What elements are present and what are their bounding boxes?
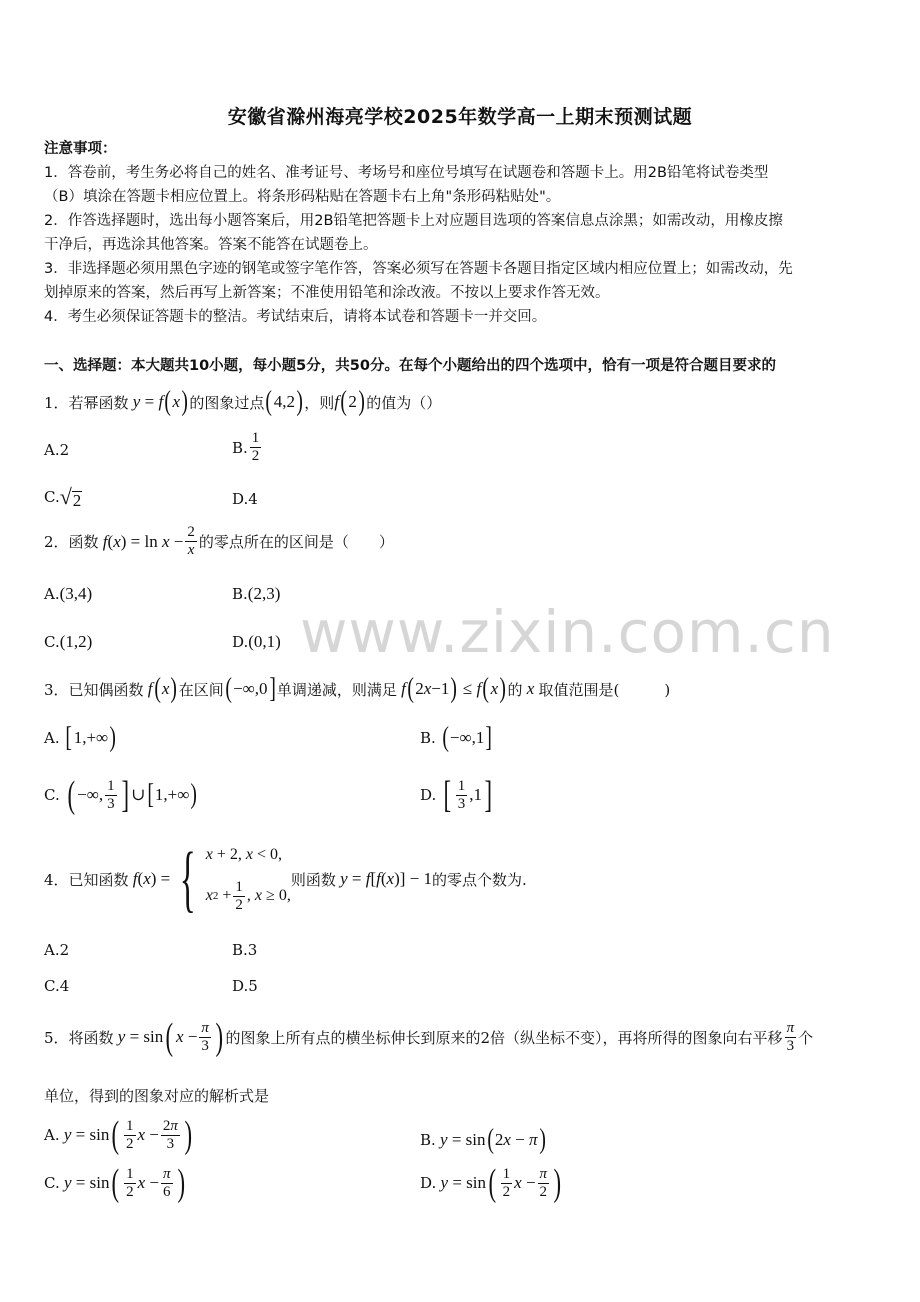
page-title: 安徽省滁州海亮学校2025年数学高一上期末预测试题	[227, 106, 693, 128]
notice-line-4: 干净后，再选涂其他答案。答案不能答在试题卷上。	[44, 237, 378, 253]
watermark: www.zixin.com.cn	[300, 598, 835, 666]
q1-option-a[interactable]: A.2	[44, 441, 70, 459]
q3-option-d[interactable]: D. [ $\frac{1}{3}$ ,1 ]	[420, 774, 493, 816]
notice-heading: 注意事项：	[44, 141, 117, 157]
question-1: 1．若幂函数 y = f ( x ) 的图象过点 ( 4,2 ) ，则 f ( 2 ) 的值为（）	[44, 386, 442, 417]
notice-line-5: 3．非选择题必须用黑色字迹的钢笔或签字笔作答，答案必须写在答题卡各题目指定区域内相应位置上；如需改动，先	[44, 261, 793, 277]
q1-option-d[interactable]: D.4	[232, 490, 258, 508]
notice-line-6: 划掉原来的答案，然后再写上新答案；不准使用铅笔和涂改液。不按以上要求作答无效。	[44, 285, 610, 301]
q5-option-d[interactable]: D. y = sin ( $\frac{1}{2}$ x − $\frac{\pi}{2}$ )	[420, 1162, 562, 1204]
q2-option-a[interactable]: A. (3,4)	[44, 584, 93, 603]
notice-line-7: 4．考生必须保证答题卡的整洁。考试结束后，请将本试卷和答题卡一并交回。	[44, 309, 547, 325]
q2-option-b[interactable]: B. (2,3)	[232, 584, 281, 603]
q4-option-c[interactable]: C.4	[44, 977, 70, 995]
section-heading: 一、选择题：本大题共10小题，每小题5分，共50分。在每个小题给出的四个选项中，恰有一项是符合题目要求的	[44, 358, 776, 374]
question-4: 4．已知函数 f ( x ) = { x + 2, x < 0, x 2 + $\frac{1}{2}$ , x ≥ 0, 则函数 y = f [ f ( x )] − 1 的零点个数为.	[44, 838, 527, 920]
q5-option-a[interactable]: A. y = sin ( $\frac{1}{2}$ x − $\frac{2\pi}{3}$ )	[44, 1114, 193, 1156]
q5-option-b[interactable]: B. y = sin ( 2 x − π )	[420, 1124, 546, 1155]
q2-option-d[interactable]: D. (0,1)	[232, 632, 281, 651]
question-5: 5．将函数 y = sin ( x − $\frac{\pi}{3}$ ) 的图象上所有点的横坐标伸长到原来的2倍（纵坐标不变），再将所得的图象向右平移 $\frac{\pi}{3}$ 个	[44, 1016, 814, 1058]
q4-option-d[interactable]: D.5	[232, 977, 258, 995]
q1-option-c[interactable]: C. √ 2	[44, 484, 82, 510]
question-2: 2．函数 f ( x ) = ln x − $\frac{2}{x}$ 的零点所在的区间是（ ）	[44, 524, 394, 558]
question-3: 3．已知偶函数 f ( x ) 在区间 ( −∞,0 ] 单调递减，则满足 f ( 2 x −1 ) ≤ f ( x ) 的 x 取值范围是( )	[44, 673, 671, 704]
q3-option-c[interactable]: C. ( −∞, $\frac{1}{3}$ ] ∪ [ 1,+∞ )	[44, 774, 198, 816]
notice-line-3: 2．作答选择题时，选出每小题答案后，用2B铅笔把答题卡上对应题目选项的答案信息点涂黑；如需改动，用橡皮擦	[44, 213, 783, 229]
notice-line-2: （B）填涂在答题卡相应位置上。将条形码粘贴在答题卡右上角"条形码粘贴处"。	[44, 189, 561, 205]
q2-option-c[interactable]: C. (1,2)	[44, 632, 93, 651]
q4-option-b[interactable]: B.3	[232, 941, 258, 959]
q3-option-a[interactable]: A. [ 1,+∞ )	[44, 722, 117, 753]
q3-option-b[interactable]: B. ( −∞,1 ]	[420, 722, 493, 753]
q1-option-b[interactable]: B. $\frac{1}{2}$	[232, 430, 260, 464]
notice-line-1: 1．答卷前，考生务必将自己的姓名、准考证号、考场号和座位号填写在试题卷和答题卡上。用2B铅笔将试卷类型	[44, 165, 769, 181]
q4-option-a[interactable]: A.2	[44, 941, 70, 959]
q5-option-c[interactable]: C. y = sin ( $\frac{1}{2}$ x − $\frac{\pi}{6}$ )	[44, 1162, 185, 1204]
question-5-line-2: 单位，得到的图象对应的解析式是	[44, 1087, 270, 1105]
